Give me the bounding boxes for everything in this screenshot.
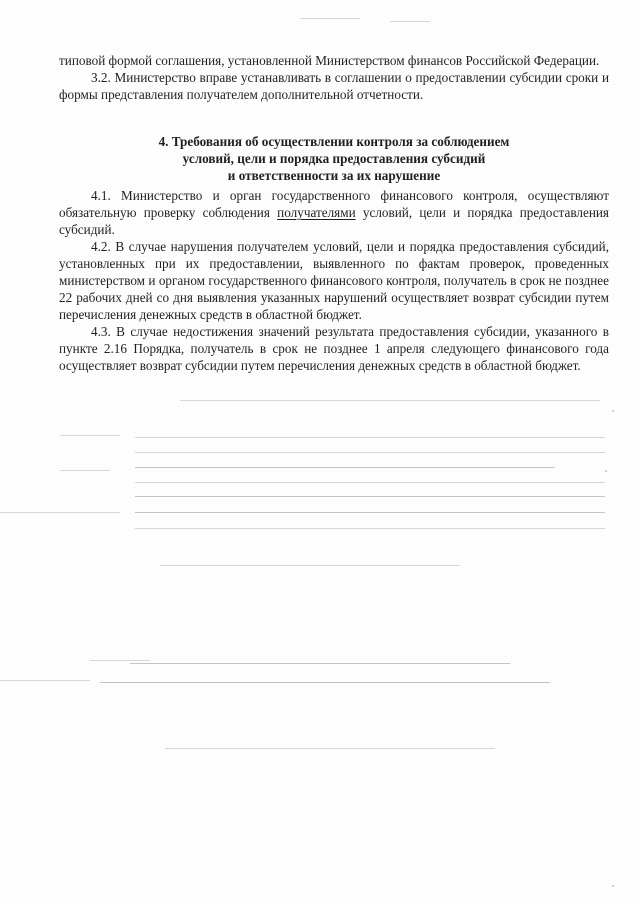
section4-body (59, 187, 609, 374)
paragraph-3-1-end: типовой формой соглашения, установленной Министерством финансов Российской Федерации. (59, 53, 600, 68)
paragraph-4-2: 4.2. В случае нарушения получателем условий, цели и порядка предоставления субсидий, установленных при их предоставлении, выявленного по фактам проверок, проведенных министерством и органом государственного финансового контроля, получатель в срок не позднее 22 рабочих дней со дня выявления указанных нарушений осуществляет возврат субсидии путем перечисления денежных средств в областной бюджет. (59, 239, 609, 322)
paragraph-3-2: 3.2. Министерство вправе устанавливать в соглашении о предоставлении субсидии сроки и формы представления получателем дополнительной отчетности. (59, 70, 609, 102)
scan-artifact (390, 21, 430, 22)
section-4-heading (59, 133, 609, 184)
paragraph-4-1-text-a: 4.1. Министерство и орган государственного финансового контроля, осуществляют обязательную проверку соблюдения (59, 188, 609, 220)
heading-line-1: 4. Требования об осуществлении контроля за соблюдением (158, 134, 510, 149)
paragraph-4-3: 4.3. В случае недостижения значений результата предоставления субсидии, указанного в пункте 2.16 Порядка, получатель в срок не позднее 1 апреля следующего финансового года осуществляет возврат субсидии путем перечисления денежных средств в областной бюджет. (59, 324, 609, 373)
paragraph-4-1 (59, 187, 609, 238)
section3-continuation (59, 52, 609, 103)
heading-line-3: и ответственности за их нарушение (227, 168, 441, 183)
heading-line-2: условий, цели и порядка предоставления субсидий (182, 151, 486, 166)
paragraph-4-1-underlined: получателями (277, 205, 356, 220)
scan-artifact (300, 18, 360, 19)
paragraph-4-1-text-b: условий, цели и порядка предоставления субсидий. (59, 205, 610, 237)
